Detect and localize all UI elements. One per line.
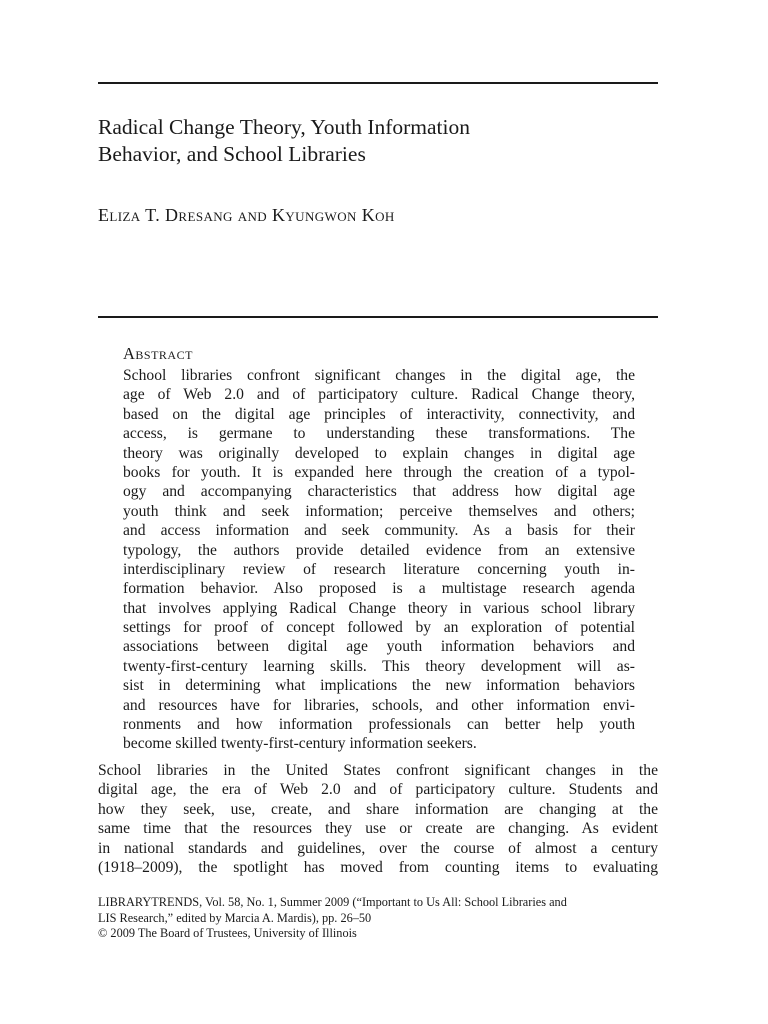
abstract-line: that involves applying Radical Change theory in various school library bbox=[123, 599, 635, 617]
footer-citation-line: LIS Research,” edited by Marcia A. Mardis), pp. 26–50 bbox=[98, 910, 372, 925]
body-line: same time that the resources they use or create are changing. As evident bbox=[98, 820, 658, 838]
abstract-heading: Abstract bbox=[123, 344, 193, 363]
body-line: School libraries in the United States confront significant changes in the bbox=[98, 762, 658, 779]
abstract-line: access, is germane to understanding these transformations. The bbox=[123, 425, 635, 443]
body-line: in national standards and guidelines, over the course of almost a century bbox=[98, 839, 658, 857]
abstract-line: associations between digital age youth information behaviors and bbox=[123, 638, 635, 656]
abstract-body bbox=[123, 366, 635, 754]
abstract-line: based on the digital age principles of interactivity, connectivity, and bbox=[123, 405, 635, 423]
abstract-line: become skilled twenty-first-century information seekers. bbox=[123, 735, 477, 753]
abstract-line: ronments and how information professionals can better help youth bbox=[123, 716, 635, 734]
article-authors: Eliza T. Dresang and Kyungwon Koh bbox=[98, 205, 395, 225]
abstract-line: typology, the authors provide detailed evidence from an extensive bbox=[123, 541, 635, 559]
abstract-line: School libraries confront significant changes in the digital age, the bbox=[123, 367, 635, 384]
intro-paragraph bbox=[98, 761, 658, 877]
footer-citation-line: LIBRARYTRENDS, Vol. 58, No. 1, Summer 2009 (“Important to Us All: School Libraries and bbox=[98, 895, 567, 909]
title-line: Radical Change Theory, Youth Information bbox=[98, 115, 471, 139]
abstract-line: twenty-first-century learning skills. This theory development will as- bbox=[123, 657, 635, 675]
abstract-line: theory was originally developed to explain changes in digital age bbox=[123, 444, 635, 462]
footer-copyright: © 2009 The Board of Trustees, University of Illinois bbox=[98, 926, 357, 940]
section-rule bbox=[98, 316, 658, 318]
body-line: how they seek, use, create, and share information are changing at the bbox=[98, 800, 658, 818]
abstract-line: sist in determining what implications the new information behaviors bbox=[123, 677, 635, 695]
abstract-line: formation behavior. Also proposed is a multistage research agenda bbox=[123, 580, 635, 598]
top-rule bbox=[98, 82, 658, 84]
publication-footer bbox=[98, 895, 658, 942]
abstract-line: settings for proof of concept followed by an exploration of potential bbox=[123, 619, 635, 637]
abstract-line: books for youth. It is expanded here through the creation of a typol- bbox=[123, 463, 635, 481]
body-line: digital age, the era of Web 2.0 and of participatory culture. Students and bbox=[98, 781, 658, 799]
abstract-line: ogy and accompanying characteristics that address how digital age bbox=[123, 483, 635, 501]
body-line: (1918–2009), the spotlight has moved from counting items to evaluating bbox=[98, 858, 658, 876]
abstract-line: age of Web 2.0 and of participatory culture. Radical Change theory, bbox=[123, 386, 635, 404]
article-title bbox=[98, 114, 658, 168]
abstract-line: youth think and seek information; perceive themselves and others; bbox=[123, 502, 635, 520]
abstract-line: and access information and seek community. As a basis for their bbox=[123, 522, 635, 540]
abstract-line: interdisciplinary review of research literature concerning youth in- bbox=[123, 560, 635, 578]
abstract-line: and resources have for libraries, schools, and other information envi- bbox=[123, 696, 635, 714]
title-line: Behavior, and School Libraries bbox=[98, 142, 366, 166]
